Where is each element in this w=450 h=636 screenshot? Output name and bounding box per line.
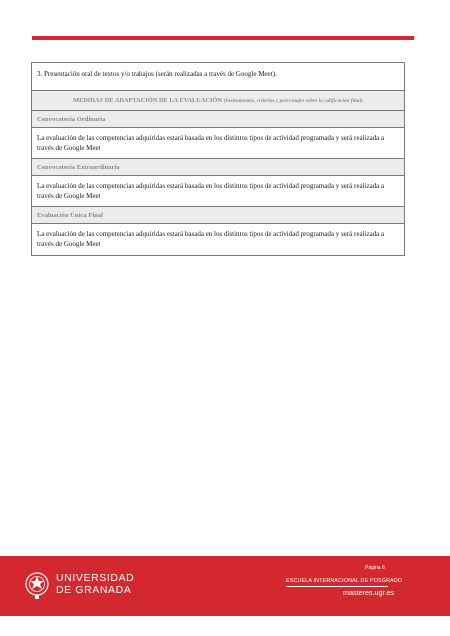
masters-divider: [286, 586, 388, 587]
section-title-unica-final: Evaluación Única Final: [32, 207, 404, 224]
section-text-extraordinaria: La evaluación de las competencias adquiridas estará basada en los distintos tipos de actividad programada y será realizada a través de Google Meet: [32, 176, 404, 207]
masters-url[interactable]: masteres.ugr.es: [343, 588, 395, 597]
section-text-ordinaria: La evaluación de las competencias adquiridas estará basada en los distintos tipos de actividad programada y será realizada a través de Google Meet: [32, 128, 404, 159]
section-title-ordinaria: Convocatoria Ordinaria: [32, 111, 404, 128]
presentation-item-text: 3. Presentación oral de textos y/o trabajos (serán realizadas a través de Google Meet).: [37, 70, 277, 78]
university-name: UNIVERSIDAD DE GRANADA: [56, 572, 135, 596]
top-red-rule: [32, 36, 414, 40]
page-footer: [0, 556, 450, 616]
section-text-unica-final: La evaluación de las competencias adquiridas estará basada en los distintos tipos de actividad programada y será realizada a través de Google Meet: [37, 230, 385, 248]
section-title-extraordinaria: Convocatoria Extraordinaria: [32, 159, 404, 176]
evaluation-table: [31, 62, 405, 256]
university-seal-icon: [24, 570, 50, 600]
table-header: [32, 91, 404, 111]
masters-school-name: ESCUELA INTERNACIONAL DE POSGRADO: [286, 578, 403, 584]
page-number: Página 6: [365, 565, 385, 571]
header-subtitle: (Instrumentos, criterios y porcentajes sobre la calificación final): [223, 99, 363, 104]
table-row: [32, 63, 404, 91]
header-main-title: MEDIDAS DE ADAPTACIÓN DE LA EVALUACIÓN: [73, 97, 222, 104]
